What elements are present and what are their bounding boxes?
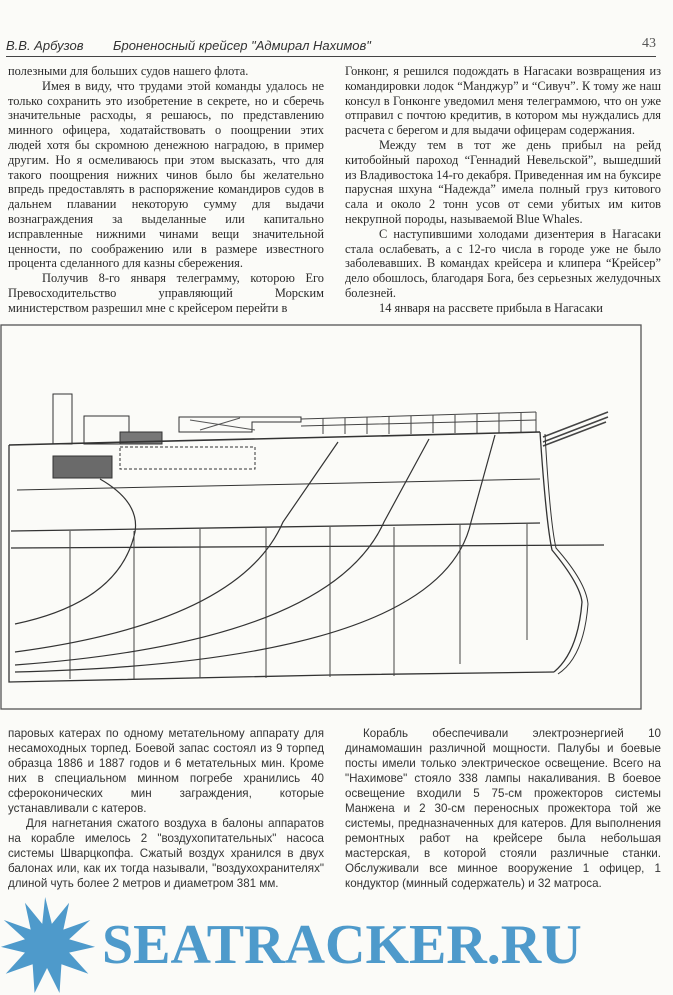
bottom-right-column bbox=[345, 726, 661, 891]
paragraph: Между тем в тот же день прибыл на рейд китобойный пароход “Геннадий Невельской”, вышедший из Владивостока 14-го декабря. Приведенная им на буксире парусная шхуна “Надежда” имела полный груз китового сала и около 2 тонн усов от семи убитых им китов некрупной породы, называемой Blue Whales. bbox=[345, 137, 661, 226]
paragraph: Имея в виду, что трудами этой команды удалось не только сохранить это изобретение в секрете, но и сберечь значительные расходы, я решаюсь, по представлению минного офицера, ходатайствовать о поощрении этих людей хотя бы скромною денежною наградою, в пример другим. Но я осмеливаюсь при этом высказать, что для такого поощрения нижних чинов было бы желательно впредь предоставлять в распоряжение командиров судов в дальнем плавании некоторую сумму для выдачи вознаграждения за выделанные или капитально исправленные нижними чинами вещи значительной ценности, по соображению или в размере известного процента сделанного для казны сбережения. bbox=[8, 78, 324, 271]
page-number: 43 bbox=[642, 36, 656, 51]
top-right-column bbox=[345, 64, 661, 316]
header-author: В.В. Арбузов bbox=[6, 38, 84, 53]
paragraph: Для нагнетания сжатого воздуха в балоны аппаратов на корабле имелось 2 "воздухопитательных" насоса системы Шварцкопфа. Сжатый воздух хранился в двух балонах или, как их тогда называли, "воздухохранителях" длиной чуть более 2 метров и диаметром 381 мм. bbox=[8, 816, 324, 890]
deck-line bbox=[9, 432, 540, 445]
paragraph: С наступившими холодами дизентерия в Нагасаки стала ослабевать, а с 12-го числа в городе уже не было заболевавших. В командах крейсера и клипера “Крейсер” дело обошлось, благодаря Бога, без серьезных желудочных болезней. bbox=[345, 226, 661, 300]
figure-frame bbox=[1, 325, 641, 709]
bottom-text-columns bbox=[8, 726, 661, 891]
dark-panel bbox=[53, 456, 112, 478]
header-title: Броненосный крейсер "Адмирал Нахимов" bbox=[113, 38, 371, 53]
deck-rail bbox=[301, 412, 536, 434]
gun-detail bbox=[190, 418, 255, 430]
paragraph: паровых катерах по одному метательному аппарату для несамоходных торпед. Боевой запас состоял из 9 торпед образца 1886 и 1887 годов и 6 метательных мин. Кроме них в специальном минном погребе хранились 40 сфероконических мин заграждения, которые устанавливали с катеров. bbox=[8, 726, 324, 815]
watermark bbox=[0, 895, 673, 995]
top-text-columns bbox=[8, 64, 661, 316]
watermark-text: SEATRACKER.RU bbox=[102, 913, 582, 976]
hull-line bbox=[17, 479, 540, 490]
watermark-star-icon bbox=[0, 895, 96, 995]
paragraph: Гонконг, я решился подождать в Нагасаки возвращения из командировки лодок “Манджур” и “Сивуч”. К тому же наш консул в Гонконге уведомил меня телеграммою, что он уже отправил с почтою кредитив, в котором мы нуждались для расчета с берегом и для выдачи офицерам содержания. bbox=[345, 64, 661, 138]
bottom-left-column bbox=[8, 726, 324, 891]
paragraph: полезными для больших судов нашего флота. bbox=[8, 64, 249, 78]
stern-curve bbox=[540, 432, 582, 672]
funnel bbox=[53, 394, 72, 444]
ship-hull-drawing bbox=[0, 322, 673, 722]
dashed-compartment bbox=[120, 447, 255, 469]
stern-curve-inner bbox=[545, 434, 588, 674]
paragraph: 14 января на рассвете прибыла в Нагасаки bbox=[379, 300, 603, 315]
gun-mount bbox=[179, 417, 301, 432]
frame-curve bbox=[15, 479, 136, 624]
waterline bbox=[11, 545, 604, 548]
running-header bbox=[6, 38, 656, 57]
top-left-column bbox=[8, 64, 324, 316]
paragraph: Получив 8-го января телеграмму, которою Его Превосходительство управляющий Морским министерством разрешил мне с крейсером перейти в bbox=[8, 271, 324, 315]
stern-gun-barrel bbox=[543, 412, 608, 446]
paragraph: Корабль обеспечивали электроэнергией 10 динамомашин различной мощности. Палубы и боевые посты имели только электрическое освещение. Всего на "Нахимове" стояло 338 лампы накаливания. В боевое освещение входили 5 75-см прожекторов системы Манжена и 2 30-см переносных прожектора той же системы, предназначенных для катеров. Для выполнения ремонтных работ на крейсере была небольшая мастерская, в которой стояли различные станки. Обслуживали все минное вооружение 1 офицер, 1 кондуктор (минный содержатель) и 32 матроса. bbox=[345, 726, 661, 890]
hull-line bbox=[11, 523, 540, 531]
